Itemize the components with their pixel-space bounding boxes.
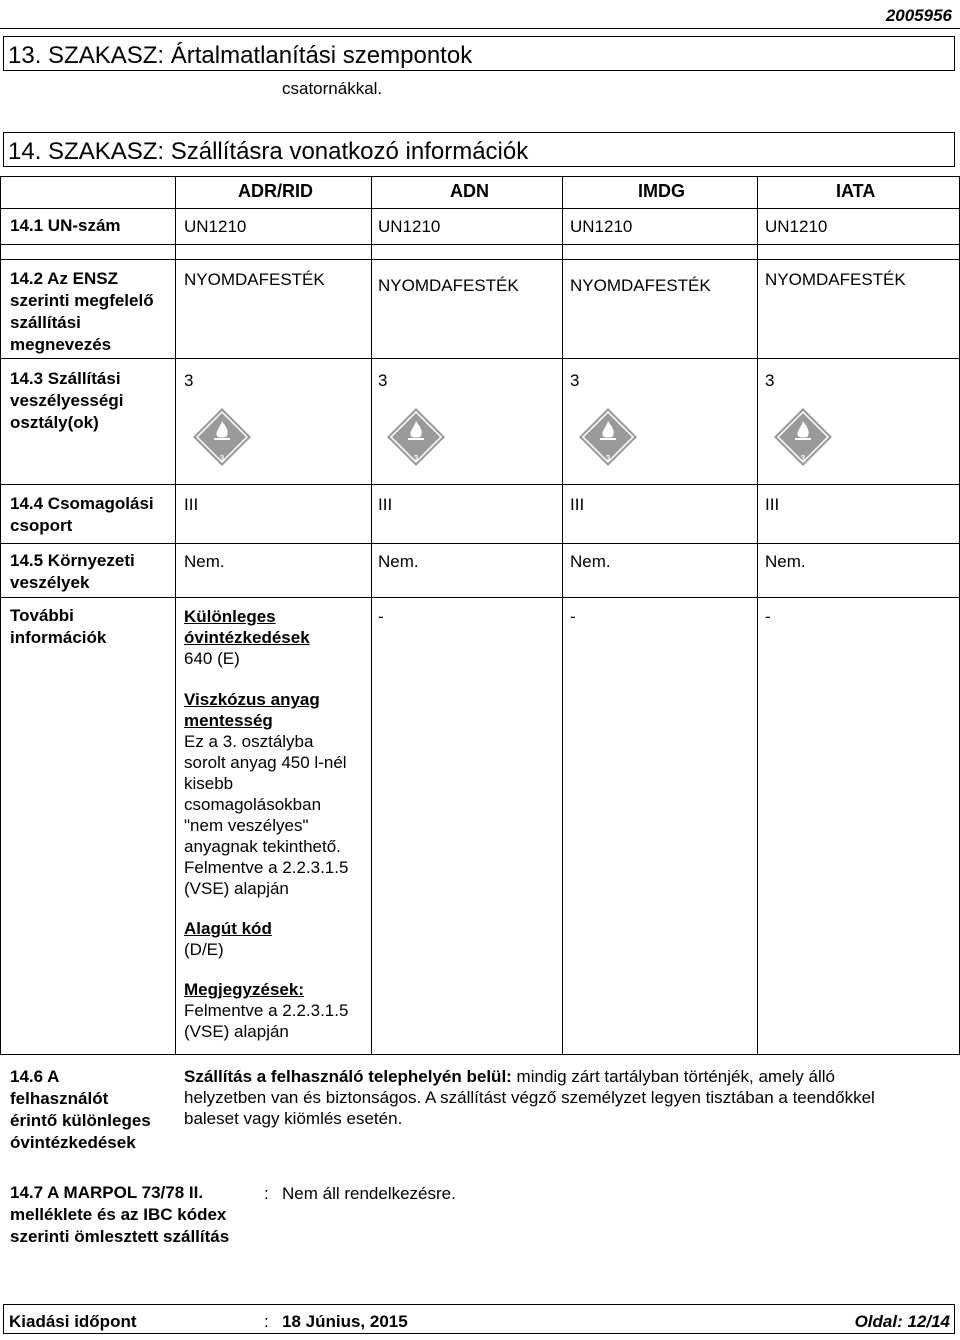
un-value-iata: UN1210 <box>765 217 828 236</box>
header-row-rule <box>0 208 960 209</box>
section-13-title: 13. SZAKASZ: Ártalmatlanítási szempontok <box>3 36 955 71</box>
issue-date-value: 18 Június, 2015 <box>282 1312 408 1331</box>
special-precautions-text: Szállítás a felhasználó telephelyén belül: mindig zárt tartályban történjék, amely álló helyzetben van és biztonságos. A szállítást végző személyzet legyen tisztában a teendőkkel baleset vagy kiömlés esetén. <box>184 1067 875 1128</box>
packing-row-rule <box>0 543 960 544</box>
marpol-label: 14.7 A MARPOL 73/78 II. melléklete és az IBC kódex szerinti ömlesztett szállítás <box>10 1183 230 1246</box>
packing-group-iata: III <box>765 495 780 514</box>
un-value-adr: UN1210 <box>184 217 247 236</box>
marpol-separator: : <box>264 1184 269 1203</box>
name-row-rule <box>0 358 960 359</box>
env-hazard-adn: Nem. <box>378 552 419 571</box>
tunnel-code-heading: Alagút kód <box>184 919 272 938</box>
packing-group-adn: III <box>378 495 393 514</box>
shipping-name-adn: NYOMDAFESTÉK <box>378 276 519 295</box>
shipping-name-label: 14.2 Az ENSZ szerinti megfelelő szállítási megnevezés <box>10 269 154 354</box>
env-row-rule <box>0 597 960 598</box>
special-precautions-label: 14.6 A felhasználót érintő különleges óvintézkedések <box>10 1067 151 1152</box>
hazard-class-adn: 3 <box>378 371 388 390</box>
issue-date-label: Kiadási időpont <box>9 1312 137 1331</box>
table-top-rule <box>0 176 960 177</box>
column-header-adn: ADN <box>450 181 489 201</box>
remarks-heading: Megjegyzések: <box>184 980 304 999</box>
hazard-class-adr: 3 <box>184 371 194 390</box>
onsite-transport-heading: Szállítás a felhasználó telephelyén belül: <box>184 1067 512 1086</box>
env-hazard-imdg: Nem. <box>570 552 611 571</box>
remarks-text: Felmentve a 2.2.3.1.5 (VSE) alapján <box>184 1001 349 1041</box>
shipping-name-adr: NYOMDAFESTÉK <box>184 270 325 289</box>
flammable-liquid-class3-icon <box>578 407 638 467</box>
column-rule-2 <box>371 176 372 1055</box>
column-header-adr: ADR/RID <box>238 181 313 201</box>
marpol-value: Nem áll rendelkezésre. <box>282 1184 456 1203</box>
un-row-rule <box>0 244 960 245</box>
environmental-hazards-label: 14.5 Környezeti veszélyek <box>10 551 135 592</box>
page-number: Oldal: 12/14 <box>854 1312 950 1331</box>
further-info-adr: Különleges óvintézkedések 640 (E) Viszkózus anyag mentesség Ez a 3. osztályba sorolt anyag 450 l-nél kisebb csomagolásokban "nem veszélyes" anyagnak tekinthető. Felmentve a 2.2.3.1.5 (VSE) alapján Alagút kód (D/E) Megjegyzések: Felmentve a 2.2.3.1.5 (VSE) alapján <box>184 606 369 1042</box>
column-rule-1 <box>175 176 176 1055</box>
hazard-class-imdg: 3 <box>570 371 580 390</box>
class-number: 3 <box>413 454 419 463</box>
packing-group-imdg: III <box>570 495 585 514</box>
un-value-adn: UN1210 <box>378 217 441 236</box>
hazard-class-label: 14.3 Szállítási veszélyességi osztály(ok) <box>10 369 124 432</box>
name-row-top-rule <box>0 259 960 260</box>
footer-box <box>3 1304 955 1334</box>
shipping-name-imdg: NYOMDAFESTÉK <box>570 276 711 295</box>
column-rule-4 <box>757 176 758 1055</box>
further-info-iata: - <box>765 607 771 626</box>
column-header-iata: IATA <box>836 181 876 201</box>
un-number-label: 14.1 UN-szám <box>10 216 121 235</box>
further-info-adn: - <box>378 607 384 626</box>
flammable-liquid-class3-icon <box>192 407 252 467</box>
class-number: 3 <box>219 454 225 463</box>
viscous-exemption-text: Ez a 3. osztályba sorolt anyag 450 l-nél kisebb csomagolásokban "nem veszélyes" anyagnak tekinthető. Felmentve a 2.2.3.1.5 (VSE) alapján <box>184 732 349 898</box>
table-left-rule <box>0 176 1 1055</box>
class-number: 3 <box>605 454 611 463</box>
env-hazard-adr: Nem. <box>184 552 225 571</box>
further-info-imdg: - <box>570 607 576 626</box>
footer-separator: : <box>264 1312 269 1331</box>
further-row-rule <box>0 1054 960 1055</box>
column-header-imdg: IMDG <box>638 181 685 201</box>
viscous-exemption-heading: Viszkózus anyag <box>184 690 320 709</box>
flammable-liquid-class3-icon <box>773 407 833 467</box>
header-rule <box>0 28 960 29</box>
section-13-continuation: csatornákkal. <box>282 79 383 98</box>
class-number: 3 <box>800 454 806 463</box>
special-provisions-heading: Különleges <box>184 607 276 626</box>
shipping-name-iata: NYOMDAFESTÉK <box>765 270 906 289</box>
special-provisions-value: 640 (E) <box>184 649 240 668</box>
un-value-imdg: UN1210 <box>570 217 633 236</box>
column-rule-3 <box>562 176 563 1055</box>
hazard-class-iata: 3 <box>765 371 775 390</box>
flammable-liquid-class3-icon <box>386 407 446 467</box>
class-row-rule <box>0 484 960 485</box>
document-id: 2005956 <box>885 6 952 25</box>
packing-group-label: 14.4 Csomagolási csoport <box>10 494 154 535</box>
section-14-title: 14. SZAKASZ: Szállításra vonatkozó információk <box>3 132 955 167</box>
env-hazard-iata: Nem. <box>765 552 806 571</box>
packing-group-adr: III <box>184 495 199 514</box>
tunnel-code-value: (D/E) <box>184 940 224 959</box>
further-info-label: További információk <box>10 606 107 647</box>
